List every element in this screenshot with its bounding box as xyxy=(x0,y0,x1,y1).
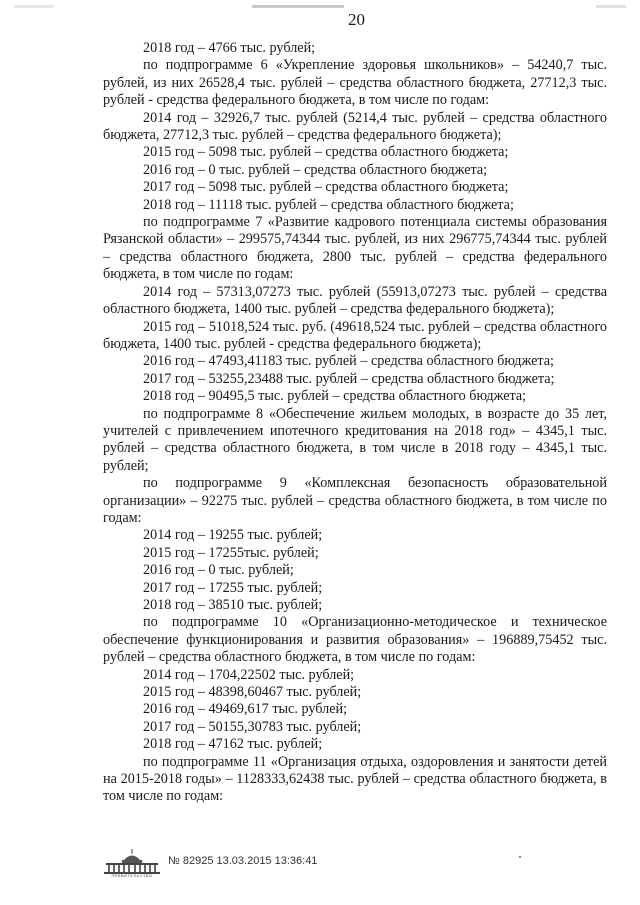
paragraph: по подпрограмме 9 «Комплексная безопасность образовательной организации» – 92275 тыс. рублей – средства областного бюджета, в том числе по годам: xyxy=(103,475,607,526)
paragraph: 2016 год – 47493,41183 тыс. рублей – средства областного бюджета; xyxy=(143,353,554,370)
scan-mark-center xyxy=(252,5,344,8)
paragraph: по подпрограмме 10 «Организационно-методическое и техническое обеспечение функционирования и развития образования» – 196889,75452 тыс. рублей – средства областного бюджета, в том числе по годам: xyxy=(103,614,607,666)
paragraph: 2017 год – 50155,30783 тыс. рублей; xyxy=(143,718,362,735)
page-number: 20 xyxy=(348,10,365,29)
paragraph: по подпрограмме 11 «Организация отдыха, оздоровления и занятости детей на 2015-2018 годы» – 1128333,62438 тыс. рублей – средства областного бюджета, в том числе по годам: xyxy=(103,753,607,805)
paragraph: 2017 год – 5098 тыс. рублей – средства областного бюджета; xyxy=(143,179,509,196)
registration-stamp: № 82925 13.03.2015 13:36:41 xyxy=(168,855,318,867)
paragraph: 2018 год – 11118 тыс. рублей – средства областного бюджета; xyxy=(143,196,514,213)
paragraph: по подпрограмме 8 «Обеспечение жильем молодых, в возрасте до 35 лет, учителей с привлечением ипотечного кредитования на 2018 год» – 4345,1 тыс. рублей – средства областного бюджета, в том числе в 2018 году – 4345,1 тыс. рублей; xyxy=(103,405,607,474)
paragraph: 2017 год – 53255,23488 тыс. рублей – средства областного бюджета; xyxy=(143,370,555,387)
paragraph: 2015 год – 17255тыс. рублей; xyxy=(143,544,319,561)
paragraph: 2018 год – 38510 тыс. рублей; xyxy=(143,597,323,613)
scan-mark-left xyxy=(14,5,54,8)
document-body xyxy=(103,40,607,806)
paragraph: по подпрограмме 7 «Развитие кадрового потенциала системы образования Рязанской области» – 299575,74344 тыс. рублей, из них 296775,74344 тыс. рублей – средства областного бюджета, 2800 тыс. рублей – средства федерального бюджета, в том числе по годам: xyxy=(103,214,607,283)
paragraph: 2015 год – 5098 тыс. рублей – средства областного бюджета; xyxy=(143,144,509,161)
paragraph: 2018 год – 47162 тыс. рублей; xyxy=(143,736,323,753)
logo-caption: ПРАВИТЕЛЬСТВО xyxy=(111,873,153,878)
paragraph: по подпрограмме 6 «Укрепление здоровья школьников» – 54240,7 тыс. рублей, из них 26528,4 тыс. рублей – средства областного бюджета, 27712,3 тыс. рублей - средства федерального бюджета, в том числе по годам: xyxy=(103,57,607,109)
paragraph: 2016 год – 0 тыс. рублей – средства областного бюджета; xyxy=(143,161,488,178)
paragraph: 2015 год – 48398,60467 тыс. рублей; xyxy=(143,684,362,701)
registration-footer xyxy=(100,848,360,880)
paragraph: 2018 год – 90495,5 тыс. рублей – средства областного бюджета; xyxy=(143,388,527,405)
scan-speck xyxy=(519,856,521,858)
paragraph: 2017 год – 17255 тыс. рублей; xyxy=(143,579,323,596)
paragraph: 2015 год – 51018,524 тыс. руб. (49618,524 тыс. рублей – средства областного бюджета, 1400 тыс. рублей - средства федерального бюджета); xyxy=(103,318,607,352)
paragraph: 2014 год – 1704,22502 тыс. рублей; xyxy=(143,666,355,683)
paragraph: 2016 год – 49469,617 тыс. рублей; xyxy=(143,701,348,718)
paragraph: 2014 год – 32926,7 тыс. рублей (5214,4 тыс. рублей – средства областного бюджета, 27712,3 тыс. рублей – средства федерального бюджета); xyxy=(103,109,607,144)
paragraph: 2018 год – 4766 тыс. рублей; xyxy=(143,40,316,56)
paragraph: 2016 год – 0 тыс. рублей; xyxy=(143,562,294,579)
paragraph: 2014 год – 19255 тыс. рублей; xyxy=(143,527,323,544)
paragraph: 2014 год – 57313,07273 тыс. рублей (55913,07273 тыс. рублей – средства областного бюджета, 1400 тыс. рублей – средства федерального бюджета); xyxy=(103,283,607,318)
scan-mark-right xyxy=(596,5,626,8)
